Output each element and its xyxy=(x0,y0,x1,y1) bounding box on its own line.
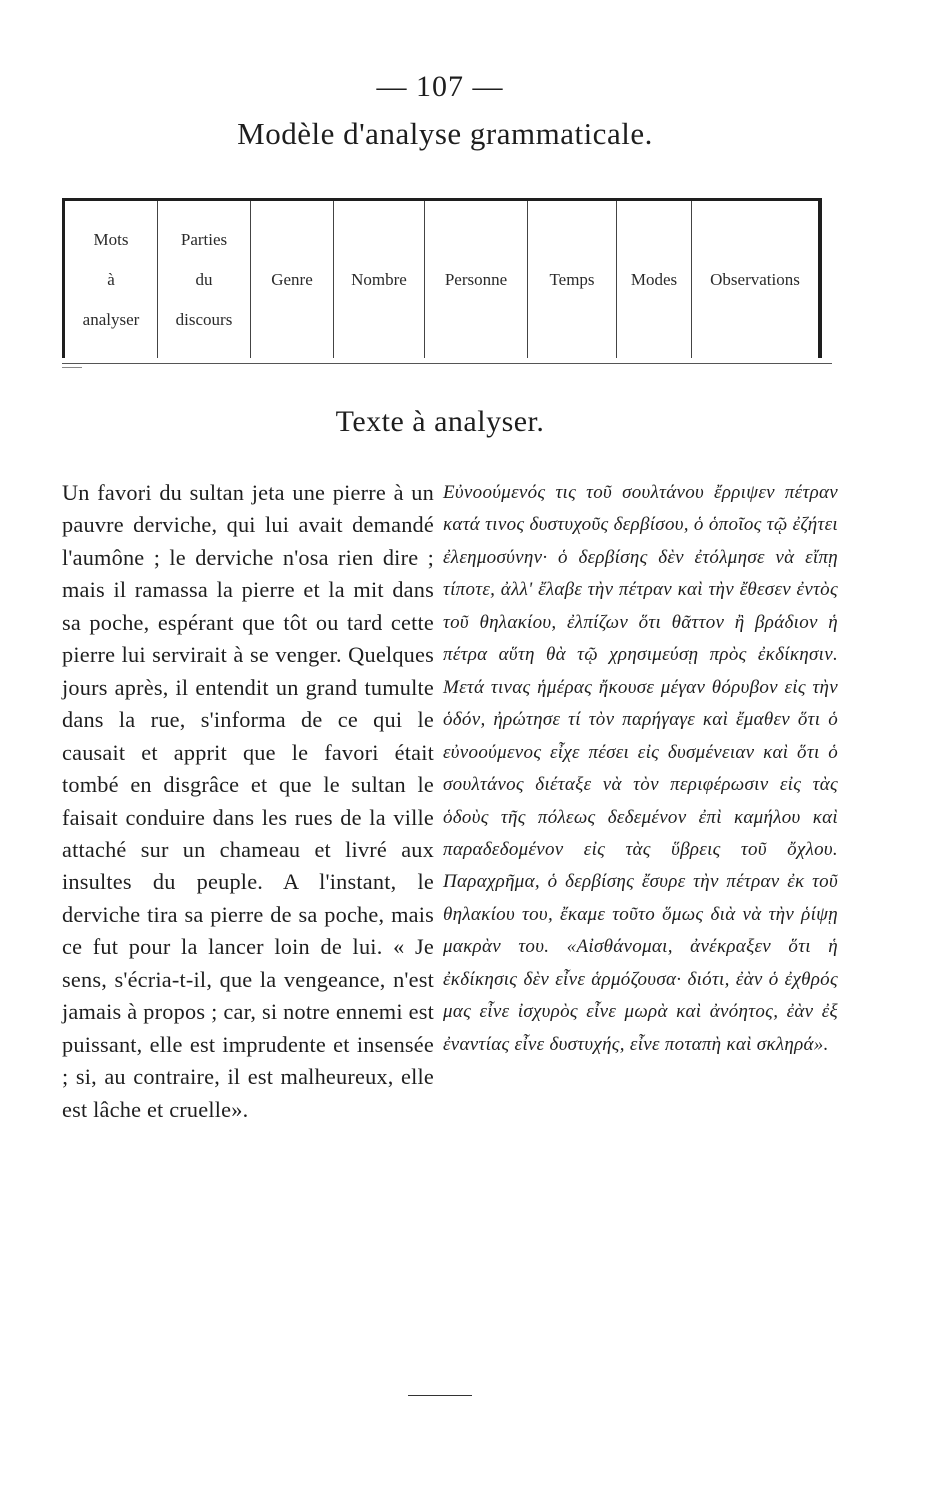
greek-text: Εὐνοούμενός τις τοῦ σουλτάνου ἔρριψεν πέτραν κατά τινος δυστυχοῦς δερβίσου, ὁ ὁποῖος τῷ ἐζήτει ἐλεημοσύνην· ὁ δερβίσης δὲν ἐτόλμησε νὰ εἴπῃ τίποτε, ἀλλ' ἔλαβε τὴν πέτραν καὶ τὴν ἔθεσεν ἐντὸς τοῦ θηλακίου, ἐλπίζων ὅτι θᾶττον ἢ βράδιον ἡ πέτρα αὕτη θὰ τῷ χρησιμεύσῃ πρὸς ἐκδίκησιν. Μετά τινας ἡμέρας ἤκουσε μέγαν θόρυβον εἰς τὴν ὁδόν, ἠρώτησε τί τὸν παρήγαγε καὶ ἔμαθεν ὅτι ὁ εὐνοούμενος εἶχε πέσει εἰς δυσμένειαν καὶ ὅτι ὁ σουλτάνος διέταξε νὰ τὸν περιφέρωσιν εἰς τὰς ὁδοὺς τῆς πόλεως δεδεμένον ἐπὶ καμήλου καὶ παραδεδομένον εἰς τὰς ὕβρεις τοῦ ὄχλου. Παραχρῆμα, ὁ δερβίσης ἔσυρε τὴν πέτραν ἐκ τοῦ θηλακίου του, ἔκαμε τοῦτο ὅμως διὰ νὰ τὴν ῥίψῃ μακρὰν του. «Αἰσθάνομαι, ἀνέκραξεν ὅτι ἡ ἐκδίκησις δὲν εἶνε ἁρμόζουσα· διότι, ἐὰν ὁ ἐχθρός μας εἶνε ἰσχυρὸς εἶνε μωρὰ καὶ ἀνόητος, ἐὰν ἐξ ἐναντίας εἶνε δυστυχής, εἶνε ποταπὴ καὶ σκληρά». xyxy=(443,482,838,1055)
page-number: — 107 — xyxy=(376,70,504,103)
header-line: à xyxy=(107,269,115,289)
header-line: Mots xyxy=(93,229,129,249)
header-line: du xyxy=(195,269,213,289)
end-rule xyxy=(408,1395,472,1396)
section-title: Texte à analyser. xyxy=(335,405,545,438)
column-header-temps: Temps xyxy=(528,200,617,359)
column-header-nombre: Nombre xyxy=(334,200,425,359)
table-bottom-tick xyxy=(62,367,82,368)
page-title: Modèle d'analyse grammaticale. xyxy=(237,116,653,151)
column-header-genre: Genre xyxy=(251,200,334,359)
column-header-personne: Personne xyxy=(425,200,528,359)
french-text: Un favori du sultan jeta une pierre à un pauvre derviche, qui lui avait demandé l'aumône ; le derviche n'osa rien dire ; mais il ramassa la pierre et la mit dans sa poche, espérant que tôt ou tard cette pierre lui servirait à se venger. Quelques jours après, il entendit un grand tumulte dans la rue, s'informa de ce qui le causait et apprit que le favori était tombé en disgrâce et que le sultan le faisait conduire dans les rues de la ville attaché sur un chameau et livré aux insultes du peuple. A l'instant, le derviche tira sa pierre de sa poche, mais ce fut pour la lancer loin de lui. « Je sens, s'écria-t-il, que la vengeance, n'est jamais à propos ; car, si notre ennemi est puissant, elle est imprudente et insensée ; si, au contraire, il est malheureux, elle est lâche et cruelle». xyxy=(62,480,434,1122)
grammar-analysis-table xyxy=(62,198,822,358)
header-line: analyser xyxy=(82,309,140,329)
header-line: Parties xyxy=(180,229,228,249)
column-header-mots xyxy=(64,200,158,359)
column-header-parties xyxy=(158,200,251,359)
table-bottom-rule xyxy=(62,363,832,364)
table-header-row xyxy=(64,200,821,359)
header-line: discours xyxy=(175,309,233,329)
column-header-modes: Modes xyxy=(617,200,692,359)
column-header-observations: Observations xyxy=(692,200,821,359)
